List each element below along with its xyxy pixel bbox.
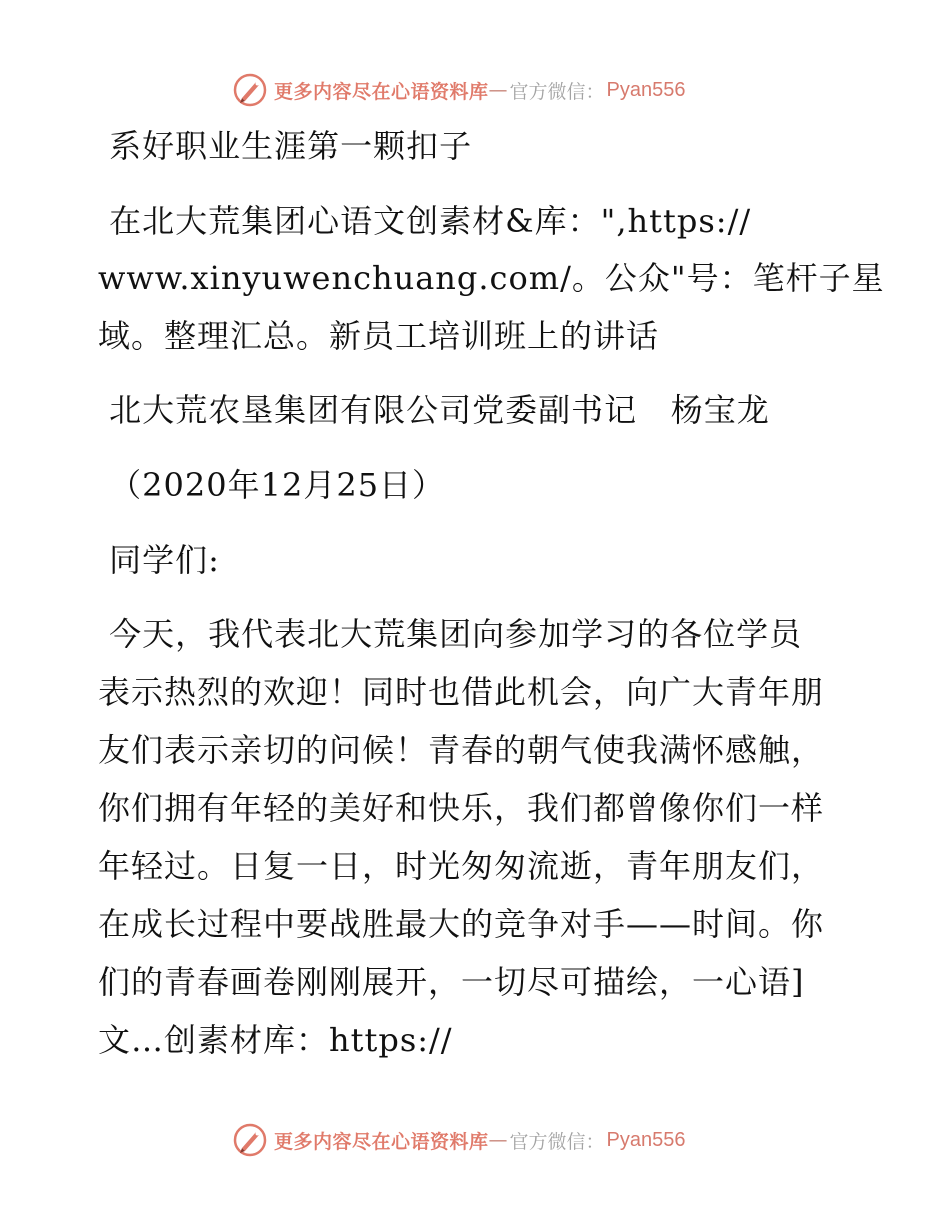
text-line: 在成长过程中要战胜最大的竞争对手——时间。你 xyxy=(98,905,825,943)
text-line: 表示热烈的欢迎！同时也借此机会，向广大青年朋 xyxy=(98,673,825,711)
text-line: 文…创素材库：https:// xyxy=(98,1021,453,1059)
pen-logo-icon xyxy=(232,72,268,108)
text-line: 域。整理汇总。新员工培训班上的讲话 xyxy=(98,317,660,355)
text-line: 年轻过。日复一日，时光匆匆流逝，青年朋友们， xyxy=(98,847,825,885)
watermark-wechat-label: 官方微信： xyxy=(509,1130,605,1153)
text-line: 你们拥有年轻的美好和快乐，我们都曾像你们一样 xyxy=(98,789,825,827)
watermark-main-text: 更多内容尽在心语资料库 xyxy=(274,1130,489,1153)
text-line: www.xinyuwenchuang.com/。公众"号：笔杆子星 xyxy=(98,259,885,297)
watermark-main-text: 更多内容尽在心语资料库 xyxy=(274,80,489,103)
watermark-dash: — xyxy=(488,79,508,101)
text-line: 友们表示亲切的问候！青春的朝气使我满怀感触， xyxy=(98,731,825,769)
watermark-wechat-id: Pyan556 xyxy=(606,1128,686,1151)
watermark-wechat-id: Pyan556 xyxy=(606,78,686,101)
watermark-banner-bottom xyxy=(232,1122,686,1158)
text-line: 今天，我代表北大荒集团向参加学习的各位学员 xyxy=(98,615,803,653)
watermark-dash: — xyxy=(488,1129,508,1151)
text-line: 在北大荒集团心语文创素材&库：",https:// xyxy=(98,202,752,240)
pen-logo-icon xyxy=(232,1122,268,1158)
salutation: 同学们: xyxy=(98,541,220,579)
text-line: 们的青春画卷刚刚展开，一切尽可描绘，一心语] xyxy=(98,963,805,1001)
document-title: 系好职业生涯第一颗扣子 xyxy=(98,127,473,165)
date-line: （2020年12月25日） xyxy=(98,466,446,504)
watermark-wechat-label: 官方微信： xyxy=(509,80,605,103)
watermark-banner-top xyxy=(232,72,686,108)
speaker-line: 北大荒农垦集团有限公司党委副书记 杨宝龙 xyxy=(98,391,770,429)
